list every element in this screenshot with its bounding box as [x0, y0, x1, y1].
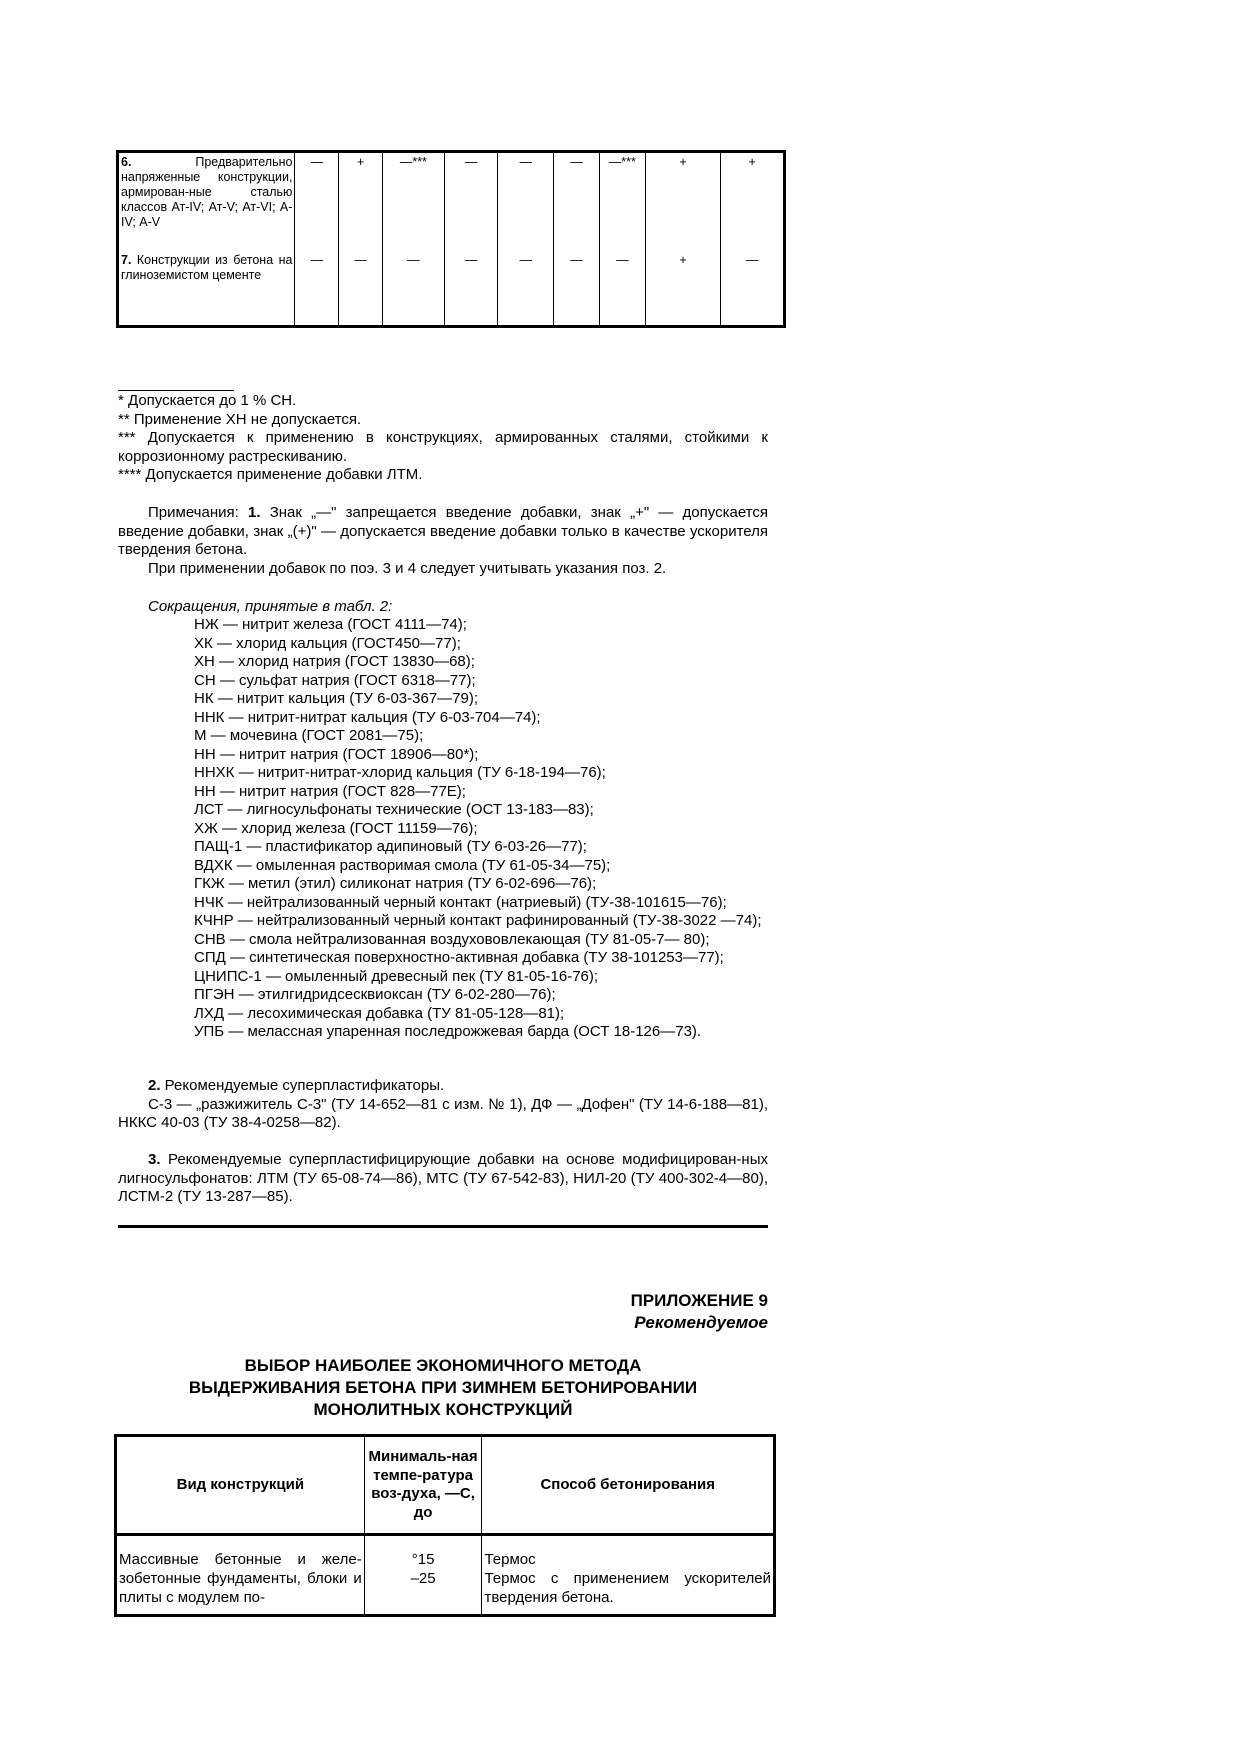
list-item: ПАЩ-1 — пластификатор адипиновый (ТУ 6-03-26—77); — [194, 838, 587, 855]
table-cell: Массивные бетонные и желе-зобетонные фундаменты, блоки и плиты с модулем по- — [116, 1535, 365, 1616]
footnote: *** Допускается к применению в конструкциях, армированных сталями, стойкими к коррозионному растрескиванию. — [118, 429, 768, 465]
section-divider — [118, 1225, 768, 1228]
abbreviations-heading: Сокращения, принятые в табл. 2: — [148, 598, 393, 615]
list-item: ПГЭН — этилгидридсесквиоксан (ТУ 6-02-280—76); — [194, 986, 556, 1003]
table-cell: — — [444, 251, 498, 327]
table-row — [118, 251, 785, 327]
list-item: ЦНИПС-1 — омыленный древесный пек (ТУ 81-05-16-76); — [194, 967, 599, 985]
list-item: КЧНР — нейтрализованный черный контакт рафинированный (ТУ-38-3022 —74); — [194, 912, 762, 929]
column-header: Минималь-ная темпе-ратура воз-духа, —С, до — [364, 1436, 482, 1535]
column-header: Способ бетонирования — [482, 1436, 775, 1535]
footnote: * Допускается до 1 % СН. — [118, 392, 297, 409]
table-cell: — — [339, 251, 383, 327]
appendix-label: ПРИЛОЖЕНИЕ 9 — [630, 1291, 768, 1310]
curing-method-table — [114, 1434, 776, 1617]
appendix-status: Рекомендуемое — [634, 1313, 768, 1332]
list-item: М — мочевина (ГОСТ 2081—75); — [194, 727, 424, 744]
table-cell: — — [295, 251, 339, 327]
table-cell: Термос Термос с применением ускорителей твердения бетона. — [482, 1535, 775, 1616]
list-item: ННК — нитрит-нитрат кальция (ТУ 6-03-704—74); — [194, 708, 541, 726]
list-item: СН — сульфат натрия (ГОСТ 6318—77); — [194, 671, 476, 689]
table-cell: °15 –25 — [364, 1535, 482, 1616]
table-cell: + — [645, 152, 721, 252]
table-cell: + — [645, 251, 721, 327]
list-item: СПД — синтетическая поверхностно-активная добавка (ТУ 38-101253—77); — [194, 949, 724, 966]
table-cell: — — [498, 251, 554, 327]
list-item: ЛХД — лесохимическая добавка (ТУ 81-05-128—81); — [194, 1004, 565, 1022]
row-label: 6. Предварительно напряженные конструкции, армирован-ные сталью классов Ат-IV; Ат-V; Ат-VI; А-IV; А-V — [118, 152, 295, 252]
footnote: **** Допускается применение добавки ЛТМ. — [118, 466, 423, 483]
footnotes — [118, 392, 768, 485]
list-item: НЧК — нейтрализованный черный контакт (натриевый) (ТУ-38-101615—76); — [194, 893, 727, 911]
table-cell: + — [721, 152, 785, 252]
table-cell: — — [295, 152, 339, 252]
list-item: ННХК — нитрит-нитрат-хлорид кальция (ТУ 6-18-194—76); — [194, 764, 606, 781]
page-title: ВЫБОР НАИБОЛЕЕ ЭКОНОМИЧНОГО МЕТОДА ВЫДЕРЖИВАНИЯ БЕТОНА ПРИ ЗИМНЕМ БЕТОНИРОВАНИИ МОНОЛИТНЫХ КОНСТРУКЦИЙ — [188, 1356, 698, 1419]
note-extra: При применении добавок по поэ. 3 и 4 следует учитывать указания поз. 2. — [148, 559, 667, 577]
table-cell: + — [339, 152, 383, 252]
list-item: НН — нитрит натрия (ГОСТ 828—77Е); — [194, 782, 466, 800]
list-item: НН — нитрит натрия (ГОСТ 18906—80*); — [194, 745, 479, 763]
list-item: НК — нитрит кальция (ТУ 6-03-367—79); — [194, 690, 479, 707]
table-cell: — — [554, 152, 600, 252]
list-item: ЛСТ — лигносульфонаты технические (ОСТ 13-183—83); — [194, 801, 594, 818]
list-item: СНВ — смола нейтрализованная воздухововлекающая (ТУ 81-05-7— 80); — [194, 930, 710, 948]
column-header: Вид конструкций — [116, 1436, 365, 1535]
section-2 — [118, 1077, 768, 1133]
note-1: Примечания: 1. Знак „—" запрещается введение добавки, знак „+" — допускается введение добавки, знак „(+)" — допускается введение добавки только в качестве ускорителя твердения бетона. — [118, 504, 769, 558]
table-header-row — [116, 1436, 775, 1535]
table-cell: — — [721, 251, 785, 327]
table-row — [118, 152, 785, 252]
additives-table — [116, 150, 786, 328]
list-item: ХЖ — хлорид железа (ГОСТ 11159—76); — [194, 819, 478, 837]
footnote-divider — [118, 390, 234, 391]
section-3: 3. Рекомендуемые суперпластифицирующие добавки на основе модифицирован-ных лигносульфонатов: ЛТМ (ТУ 65-08-74—86), МТС (ТУ 67-542-83), НИЛ-20 (ТУ 400-302-4—80), ЛСТМ-2 (ТУ 13-287—85). — [118, 1151, 768, 1205]
list-item: ХК — хлорид кальция (ГОСТ450—77); — [194, 634, 461, 652]
table-cell: — — [599, 251, 645, 327]
table-row — [116, 1535, 775, 1616]
section-2-title: 2. Рекомендуемые суперпластификаторы. — [148, 1077, 445, 1094]
list-item: УПБ — мелассная упаренная последрожжевая барда (ОСТ 18-126—73). — [194, 1023, 702, 1040]
table-cell: —*** — [599, 152, 645, 252]
list-item: ХН — хлорид натрия (ГОСТ 13830—68); — [194, 653, 475, 670]
section-2-body: С-3 — „разжижитель С-3" (ТУ 14-652—81 с изм. № 1), ДФ — „Дофен" (ТУ 14-6-188—81), НККС 40-03 (ТУ 38-4-0258—82). — [118, 1095, 768, 1131]
abbreviations-list — [194, 616, 768, 1042]
footnote: ** Применение ХН не допускается. — [118, 410, 362, 428]
table-cell: — — [498, 152, 554, 252]
list-item: ВДХК — омыленная растворимая смола (ТУ 61-05-34—75); — [194, 856, 611, 874]
appendix-header — [631, 1290, 768, 1334]
table-cell: — — [444, 152, 498, 252]
table-cell: — — [383, 251, 445, 327]
list-item: ГКЖ — метил (этил) силиконат натрия (ТУ 6-02-696—76); — [194, 875, 597, 892]
table-cell: —*** — [383, 152, 445, 252]
row-label: 7. Конструкции из бетона на глиноземистом цементе — [118, 251, 295, 327]
notes — [118, 504, 768, 578]
table-cell: — — [554, 251, 600, 327]
list-item: НЖ — нитрит железа (ГОСТ 4111—74); — [194, 616, 467, 633]
